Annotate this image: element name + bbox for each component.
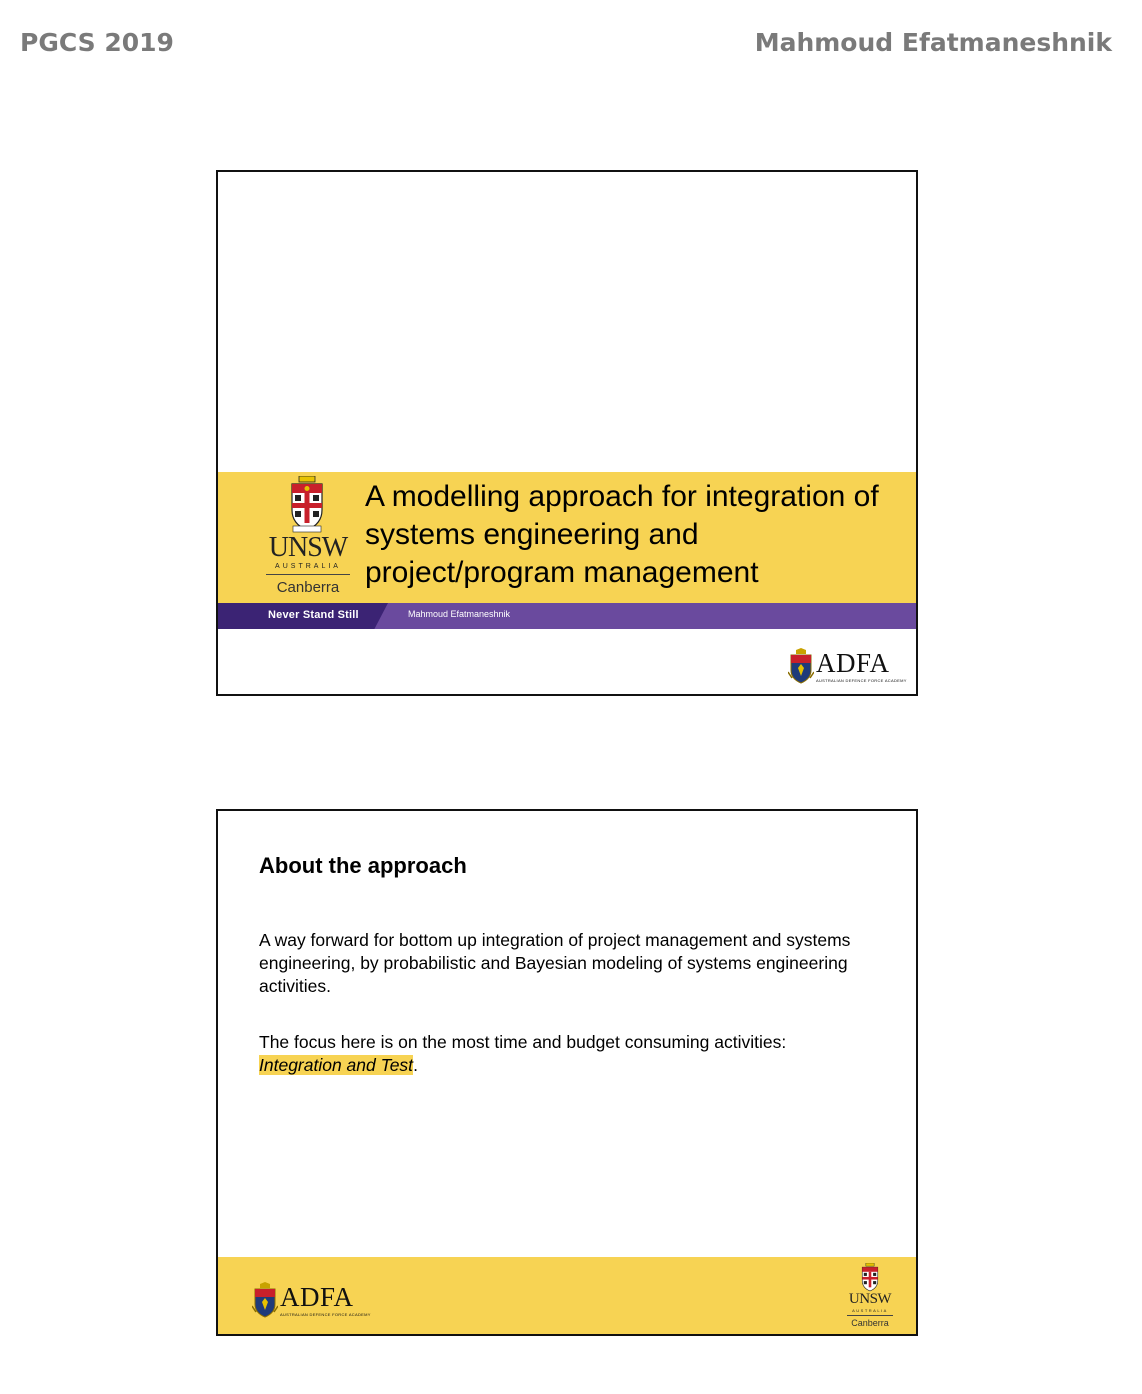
adfa-crest-icon bbox=[252, 1282, 278, 1318]
slide-heading: About the approach bbox=[259, 853, 467, 878]
unsw-divider bbox=[847, 1315, 893, 1316]
paragraph-focus bbox=[259, 1031, 859, 1077]
adfa-logo bbox=[252, 1282, 372, 1324]
unsw-country: AUSTRALIA bbox=[852, 1308, 888, 1313]
adfa-wordmark: ADFA bbox=[816, 648, 890, 678]
title-line: A modelling approach for integration of bbox=[365, 480, 879, 513]
adfa-subtitle: AUSTRALIAN DEFENCE FORCE ACADEMY bbox=[816, 678, 907, 683]
unsw-country: AUSTRALIA bbox=[275, 563, 341, 570]
title-line: project/program management bbox=[365, 556, 759, 589]
slide-title-text bbox=[365, 478, 910, 592]
unsw-logo bbox=[262, 476, 354, 598]
highlight-integration-test: Integration and Test bbox=[259, 1055, 414, 1075]
slide-author: Mahmoud Efatmaneshnik bbox=[408, 609, 511, 619]
adfa-crest-icon bbox=[788, 648, 814, 684]
adfa-subtitle: AUSTRALIAN DEFENCE FORCE ACADEMY bbox=[280, 1312, 371, 1317]
adfa-wordmark: ADFA bbox=[280, 1282, 354, 1312]
unsw-wordmark: UNSW bbox=[268, 532, 348, 563]
page-header-author: Mahmoud Efatmaneshnik bbox=[754, 28, 1112, 57]
paragraph-approach: A way forward for bottom up integration of project management and systems engineering, by probabilistic and Bayesian modeling of systems engineering activities. bbox=[259, 930, 851, 996]
slide-title bbox=[216, 170, 918, 696]
unsw-divider bbox=[266, 574, 350, 575]
unsw-crest-icon bbox=[290, 476, 324, 534]
tagline: Never Stand Still bbox=[268, 609, 359, 621]
slide-about-approach bbox=[216, 809, 918, 1336]
unsw-crest-icon bbox=[861, 1263, 879, 1293]
title-band bbox=[218, 472, 916, 603]
unsw-logo-small bbox=[843, 1263, 897, 1331]
page-header-conference: PGCS 2019 bbox=[20, 28, 174, 57]
unsw-wordmark: UNSW bbox=[848, 1291, 892, 1307]
adfa-logo bbox=[788, 648, 908, 690]
footer-band bbox=[218, 1257, 916, 1334]
author-bar bbox=[218, 603, 916, 629]
paragraph-focus-text: The focus here is on the most time and budget consuming activities: bbox=[259, 1032, 787, 1052]
unsw-campus: Canberra bbox=[276, 579, 340, 596]
title-line: systems engineering and bbox=[365, 518, 699, 551]
paragraph-focus-period: . bbox=[413, 1055, 418, 1075]
unsw-campus: Canberra bbox=[851, 1318, 889, 1328]
